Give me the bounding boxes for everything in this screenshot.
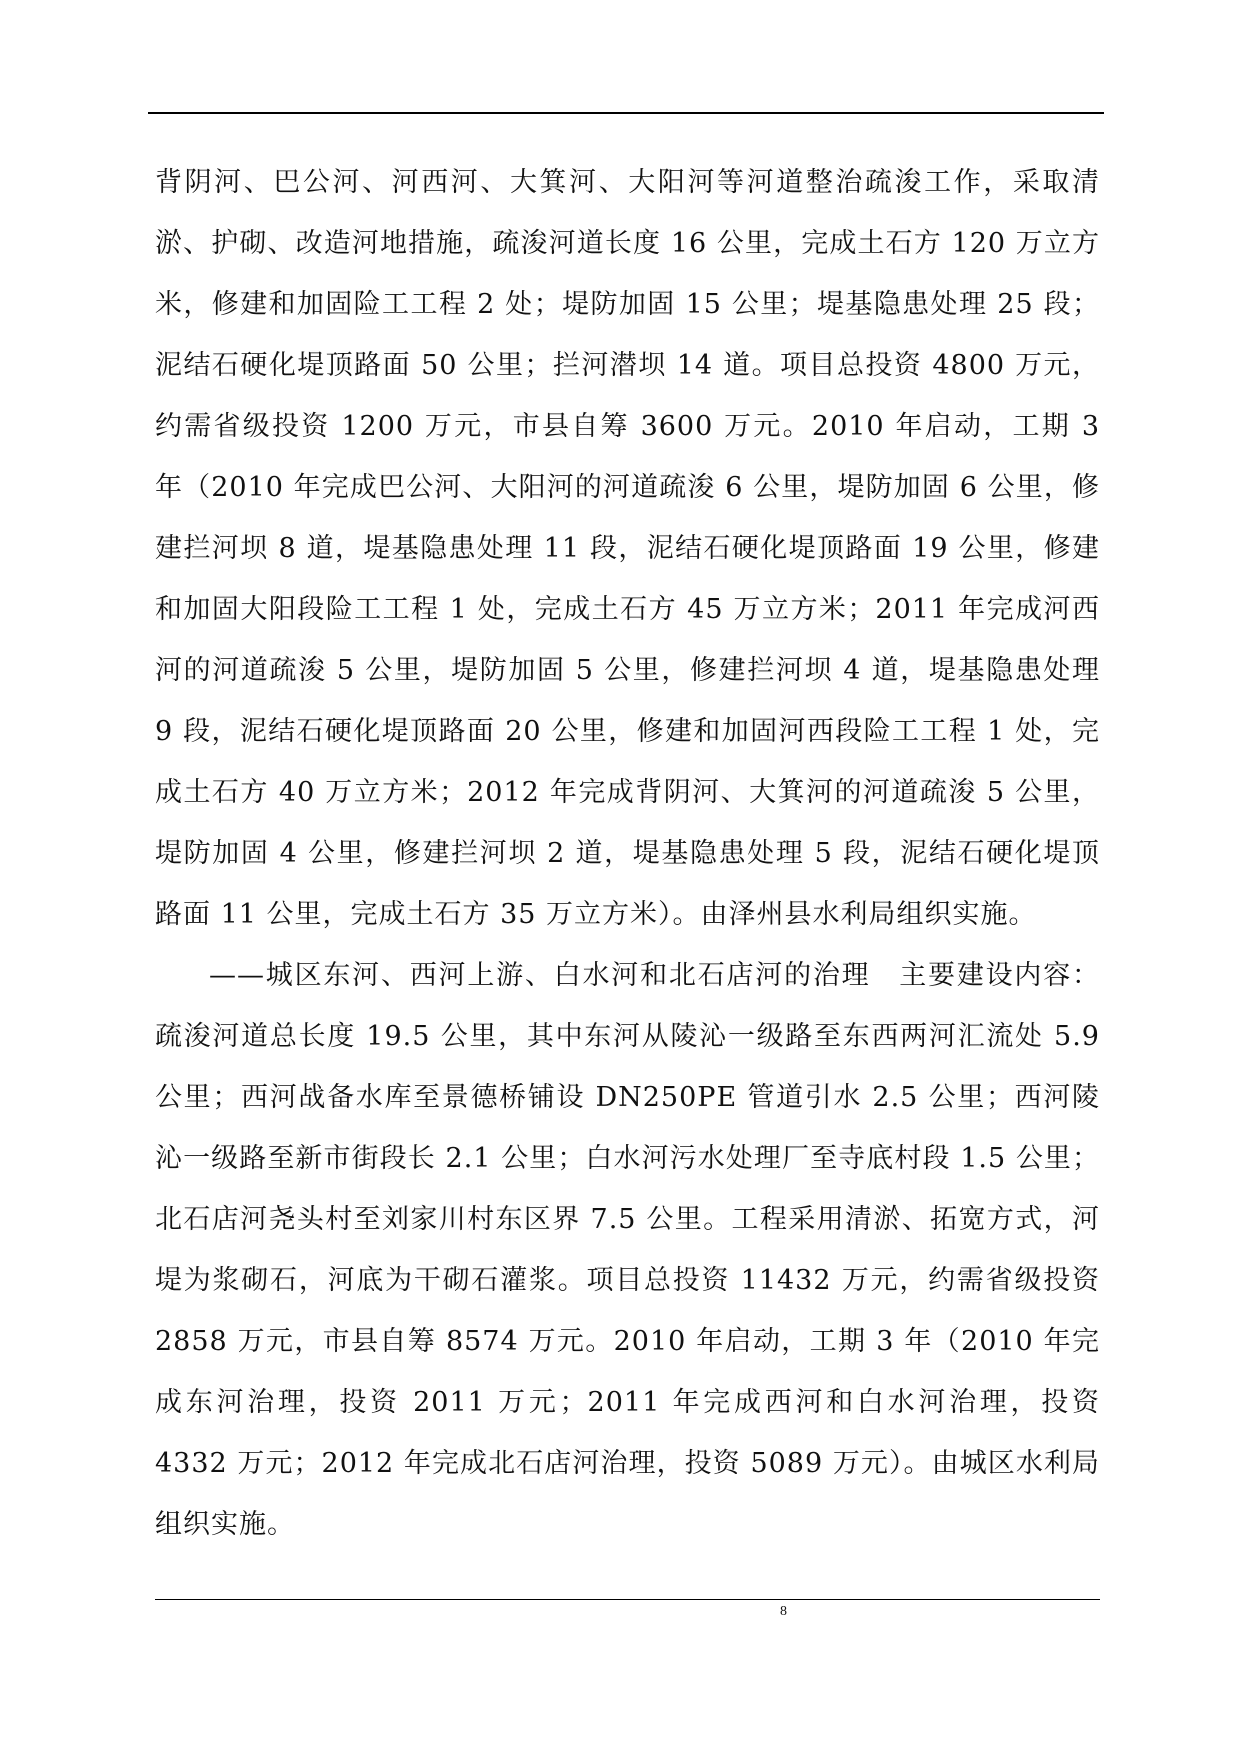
footer-rule xyxy=(155,1599,1100,1600)
document-body xyxy=(155,152,1100,1555)
header-rule xyxy=(148,112,1104,114)
paragraph-urban-river-treatment: ——城区东河、西河上游、白水河和北石店河的治理 主要建设内容：疏浚河道总长度 19.5 公里，其中东河从陵沁一级路至东西两河汇流处 5.9 公里；西河战备水库至景德桥铺设 DN250PE 管道引水 2.5 公里；西河陵沁一级路至新市街段长 2.1 公里；白水河污水处理厂至寺底村段 1.5 公里；北石店河尧头村至刘家川村东区界 7.5 公里。工程采用清淤、拓宽方式，河堤为浆砌石，河底为干砌石灌浆。项目总投资 11432 万元，约需省级投资 2858 万元，市县自筹 8574 万元。2010 年启动，工期 3 年（2010 年完成东河治理，投资 2011 万元；2011 年完成西河和白水河治理，投资 4332 万元；2012 年完成北石店河治理，投资 5089 万元）。由城区水利局组织实施。 xyxy=(155,960,1100,1540)
paragraph-river-dredging-zezhou: 背阴河、巴公河、河西河、大箕河、大阳河等河道整治疏浚工作，采取清淤、护砌、改造河地措施，疏浚河道长度 16 公里，完成土石方 120 万立方米，修建和加固险工工程 2 处；堤防加固 15 公里；堤基隐患处理 25 段；泥结石硬化堤顶路面 50 公里；拦河潜坝 14 道。项目总投资 4800 万元，约需省级投资 1200 万元，市县自筹 3600 万元。2010 年启动，工期 3 年（2010 年完成巴公河、大阳河的河道疏浚 6 公里，堤防加固 6 公里，修建拦河坝 8 道，堤基隐患处理 11 段，泥结石硬化堤顶路面 19 公里，修建和加固大阳段险工工程 1 处，完成土石方 45 万立方米；2011 年完成河西河的河道疏浚 5 公里，堤防加固 5 公里，修建拦河坝 4 道，堤基隐患处理 9 段，泥结石硬化堤顶路面 20 公里，修建和加固河西段险工工程 1 处，完成土石方 40 万立方米；2012 年完成背阴河、大箕河的河道疏浚 5 公里，堤防加固 4 公里，修建拦河坝 2 道，堤基隐患处理 5 段，泥结石硬化堤顶路面 11 公里，完成土石方 35 万立方米）。由泽州县水利局组织实施。 xyxy=(155,167,1100,930)
page-number: 8 xyxy=(780,1604,787,1619)
